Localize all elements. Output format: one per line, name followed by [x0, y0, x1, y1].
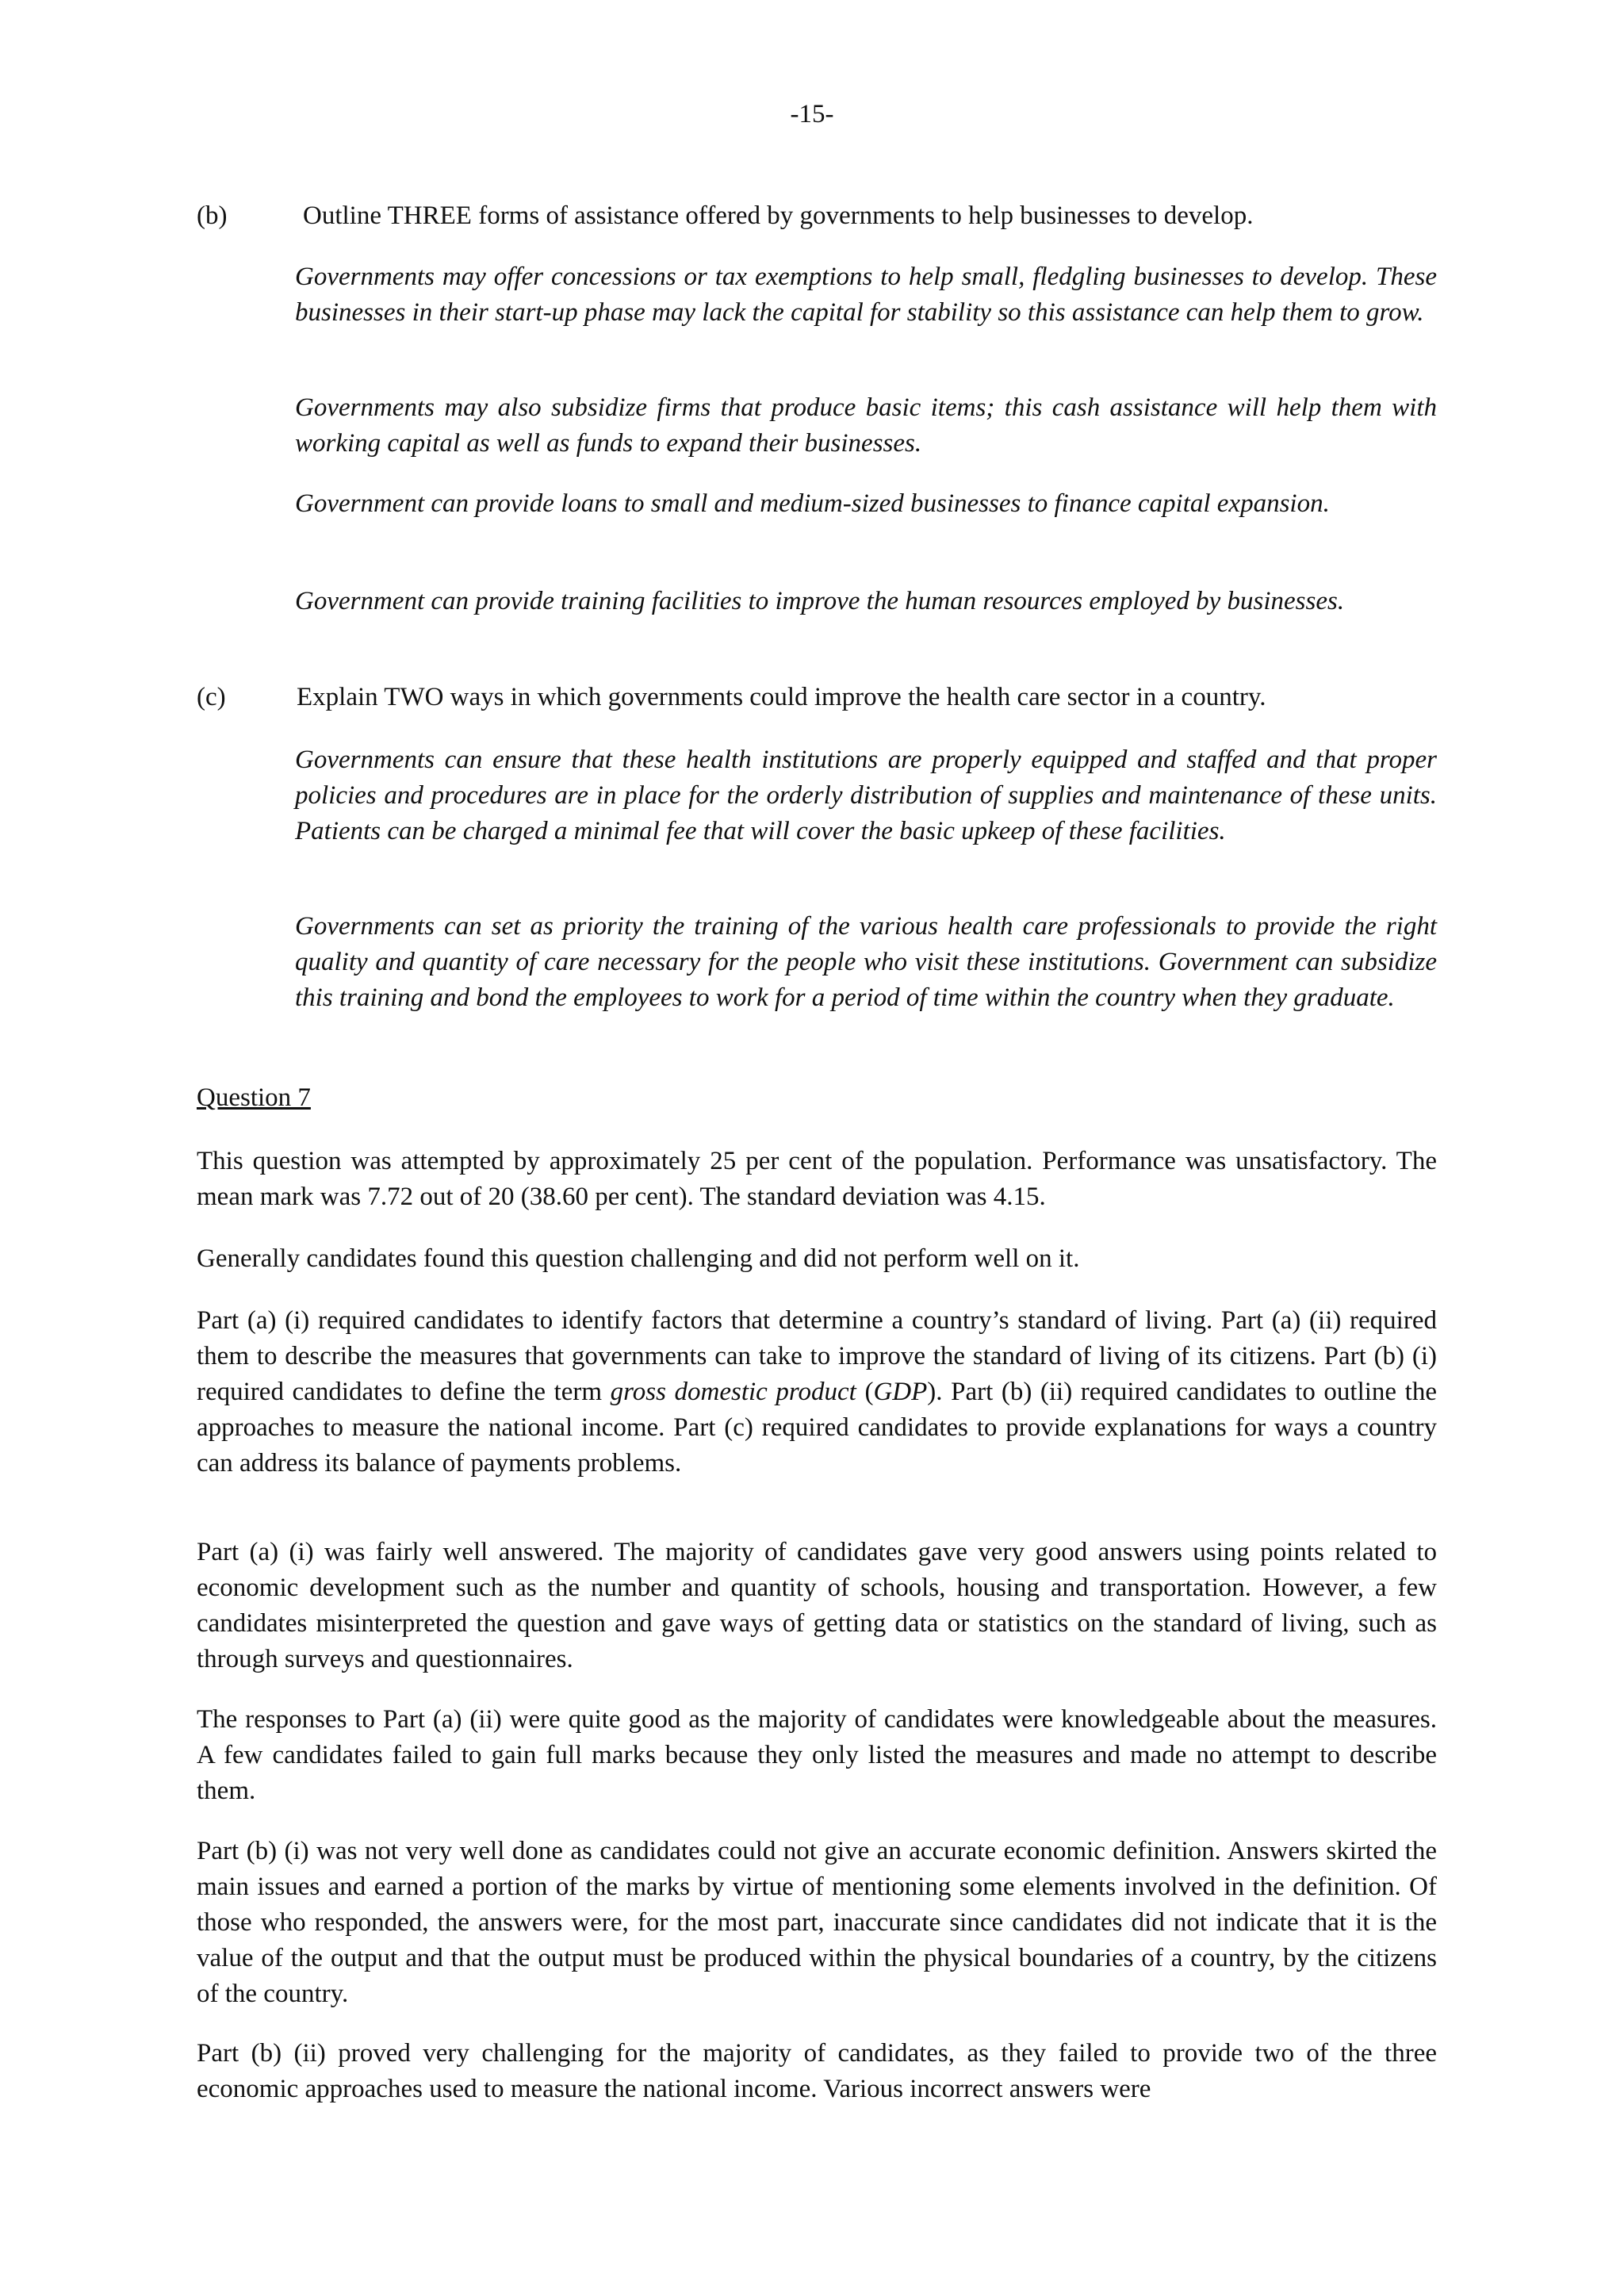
question-7-general-comment: Generally candidates found this question challenging and did not perform well on it. — [197, 1244, 1080, 1273]
part-b-prompt: Outline THREE forms of assistance offered by governments to help businesses to develop. — [303, 201, 1254, 230]
page-number: -15- — [790, 100, 834, 128]
part-a-ii-comment: The responses to Part (a) (ii) were quite good as the majority of candidates were knowledgeable about the measures. A few candidates failed to gain full marks because they only listed the measures and made no attempt to describe them. — [197, 1705, 1437, 1805]
question-7-heading: Question 7 — [197, 1083, 311, 1112]
part-b-answer-3: Government can provide loans to small and medium-sized businesses to finance capital expansion. — [295, 489, 1330, 518]
requirements-text-1: Part (a) (i) required candidates to identify factors that determine a country’s standard of living. Part (a) (ii) required them to describe the measures that governments can take to improve the standard of living of its citizens. Part (b) (i) required candidates to define the term — [197, 1306, 1437, 1406]
part-b-answer-2: Governments may also subsidize firms that produce basic items; this cash assistance will help them with working capital as well as funds to expand their businesses. — [295, 393, 1437, 458]
abbr-gdp: GDP — [873, 1378, 928, 1406]
part-b-answer-4: Government can provide training facilities to improve the human resources employed by businesses. — [295, 587, 1345, 615]
part-c-answer-1: Governments can ensure that these health institutions are properly equipped and staffed and that proper policies and procedures are in place for the orderly distribution of supplies and maintenance of these units. Patients can be charged a minimal fee that will cover the basic upkeep of these facilities. — [295, 746, 1437, 845]
part-b-answer-1: Governments may offer concessions or tax exemptions to help small, fledgling businesses to develop. These businesses in their start-up phase may lack the capital for stability so this assistance can help them to grow. — [295, 263, 1437, 327]
term-gdp: gross domestic product — [610, 1378, 856, 1406]
part-a-i-comment: Part (a) (i) was fairly well answered. The majority of candidates gave very good answers using points related to economic development such as the number and quantity of schools, housing and transportation. However, a few candidates misinterpreted the question and gave ways of getting data or statistics on the standard of living, such as through surveys and questionnaires. — [197, 1538, 1437, 1673]
part-c-question — [197, 680, 1437, 715]
part-b-label: (b) — [197, 201, 228, 230]
part-c-prompt: Explain TWO ways in which governments could improve the health care sector in a country. — [297, 683, 1266, 711]
paren-open: ( — [856, 1378, 874, 1406]
part-b-i-comment: Part (b) (i) was not very well done as candidates could not give an accurate economic definition. Answers skirted the main issues and earned a portion of the marks by virtue of mentioning some elements involved in the definition. Of those who responded, the answers were, for the most part, inaccurate since candidates did not indicate that it is the value of the output and that the output must be produced within the physical boundaries of a country, by the citizens of the country. — [197, 1837, 1437, 2008]
question-7-requirements — [197, 1303, 1437, 1481]
requirements-text-2: ). Part (b) (ii) required candidates to outline the approaches to measure the national income. Part (c) required candidates to provide explanations for ways a country can address its balance of payments problems. — [197, 1378, 1437, 1478]
part-b-question — [197, 198, 1437, 234]
part-b-ii-comment: Part (b) (ii) proved very challenging for the majority of candidates, as they failed to provide two of the three economic approaches used to measure the national income. Various incorrect answers were — [197, 2039, 1437, 2103]
question-7-summary: This question was attempted by approximately 25 per cent of the population. Performance was unsatisfactory. The mean mark was 7.72 out of 20 (38.60 per cent). The standard deviation was 4.15. — [197, 1147, 1437, 1211]
part-c-answer-2: Governments can set as priority the training of the various health care professionals to provide the right quality and quantity of care necessary for the people who visit these institutions. Government can subsidize this training and bond the employees to work for a period of time within the country when they graduate. — [295, 912, 1437, 1012]
part-c-label: (c) — [197, 683, 226, 711]
